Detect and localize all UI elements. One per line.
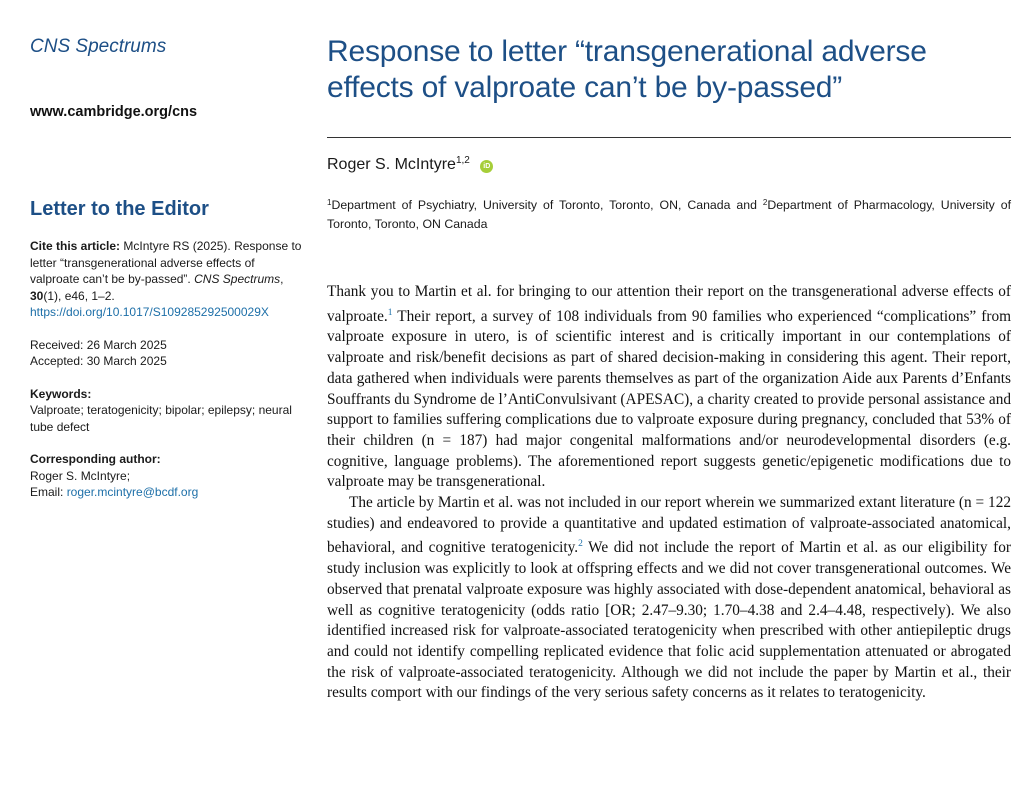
keywords-block bbox=[30, 386, 305, 436]
keywords-list: Valproate; teratogenicity; bipolar; epilepsy; neural tube defect bbox=[30, 403, 292, 434]
body-paragraph-2 bbox=[327, 493, 1011, 704]
cite-label: Cite this article: bbox=[30, 239, 121, 253]
received-date: Received: 26 March 2025 bbox=[30, 337, 167, 352]
email-label: Email: bbox=[30, 485, 64, 499]
body-paragraph-1 bbox=[327, 282, 1011, 493]
affiliation-part-2: Department of Pharmacology, University of Toronto, Toronto, ON Canada bbox=[327, 198, 1012, 231]
author-affiliation-sup: 1,2 bbox=[455, 155, 470, 166]
corresponding-block bbox=[30, 451, 305, 501]
cite-issue-pages: (1), e46, 1–2. bbox=[43, 288, 115, 303]
cite-text: McIntyre RS (2025). Response to letter “transgenerational adverse effects of valproate can’t be by-passed”. bbox=[30, 239, 302, 286]
corresponding-name: Roger S. McIntyre; bbox=[30, 468, 131, 483]
author-line bbox=[327, 150, 1011, 176]
paragraph-1-text-a: Thank you to Martin et al. for bringing to our attention their report on the transgenerational adverse effects of valproate. bbox=[327, 283, 1011, 325]
dates-block bbox=[30, 337, 305, 370]
keywords-label: Keywords: bbox=[30, 386, 92, 401]
cite-journal: CNS Spectrums bbox=[194, 272, 281, 286]
journal-url-link[interactable]: www.cambridge.org/cns bbox=[30, 104, 198, 120]
article-header bbox=[327, 34, 1011, 234]
email-link[interactable]: roger.mcintyre@bcdf.org bbox=[66, 485, 199, 499]
affiliation-part-1: Department of Psychiatry, University of Toronto, Toronto, ON, Canada and bbox=[331, 198, 757, 212]
orcid-icon[interactable]: iD bbox=[480, 160, 493, 173]
citation-block: Cite this article: McIntyre RS (2025). Response to letter “transgenerational adverse effects of valproate can’t be by-passed”. CNS Spectrums, 30(1), e46, 1–2. https://doi.org/10.1017/S109285292500029X bbox=[30, 239, 302, 319]
author-name: Roger S. McIntyre bbox=[327, 156, 456, 173]
reference-2-link[interactable]: 2 bbox=[578, 539, 583, 550]
accepted-date: Accepted: 30 March 2025 bbox=[30, 354, 167, 368]
article-body bbox=[327, 282, 1011, 704]
journal-name: CNS Spectrums bbox=[30, 36, 167, 57]
reference-1-link[interactable]: 1 bbox=[387, 307, 393, 318]
paragraph-2-text-b: We did not include the report of Martin et al. as our eligibility for study inclusion was explicitly to look at offspring effects and we did not cover transgenerational outcomes. We observed that prenatal valproate exposure was highly associated with dose-dependent anatomical, behavioral as well as cognitive teratogenicity (odds ratio [OR; 2.47–9.30; 1.70–4.38 and 2.4–4.48, respectively). We also identified increased risk for valproate-associated teratogenicity when prescribed with other antiepileptic drugs and could not identify compelling replicated evidence that folic acid supplementation attenuated or abrogated the risk of valproate-associated teratogenicity. Although we did not include the paper by Martin et al., their results comport with our findings of the very serious safety concerns as it relates to teratogenicity. bbox=[327, 539, 1011, 702]
corresponding-label: Corresponding author: bbox=[30, 452, 161, 466]
sidebar bbox=[30, 34, 305, 517]
doi-link[interactable]: https://doi.org/10.1017/S109285292500029X bbox=[30, 305, 269, 319]
affiliation-sup-1: 1 bbox=[327, 198, 332, 207]
title-divider bbox=[327, 137, 1011, 138]
cite-volume: 30 bbox=[30, 288, 44, 303]
article-title: Response to letter “transgenerational adverse effects of valproate can’t be by-passed” bbox=[327, 35, 927, 104]
affiliation bbox=[327, 193, 1011, 234]
affiliation-sup-2: 2 bbox=[762, 198, 768, 207]
paragraph-1-text-b: Their report, a survey of 108 individuals from 90 families who experienced “complications” from valproate exposure in utero, is of scientific interest and is critically important in our contemplations of valproate and risk/benefit decisions as part of shared decision-making in considering this agent. Their report, data gathered when individuals were parents themselves as part of the organization Aide aux Parents d’Enfants Souffrants du Syndrome de l’AntiConvulsivant (APESAC), a charity created to provide personal assistance and support to families suffering complications due to valproate exposure during pregnancy, concluded that 53% of their children (n = 187) had major congenital malformations and/or neurodevelopmental disorders (e.g. cognitive, language problems). The aforementioned report suggests genetic/epigenetic modifications due to valproate may be transgenerational. bbox=[327, 307, 1011, 491]
article-type-heading: Letter to the Editor bbox=[30, 198, 209, 220]
paragraph-2-text-a: The article by Martin et al. was not included in our report wherein we summarized extant literature (n = 122 studies) and endeavored to provide a quantitative and updated estimation of valproate-associated anatomical, behavioral, and cognitive teratogenicity. bbox=[327, 494, 1011, 557]
